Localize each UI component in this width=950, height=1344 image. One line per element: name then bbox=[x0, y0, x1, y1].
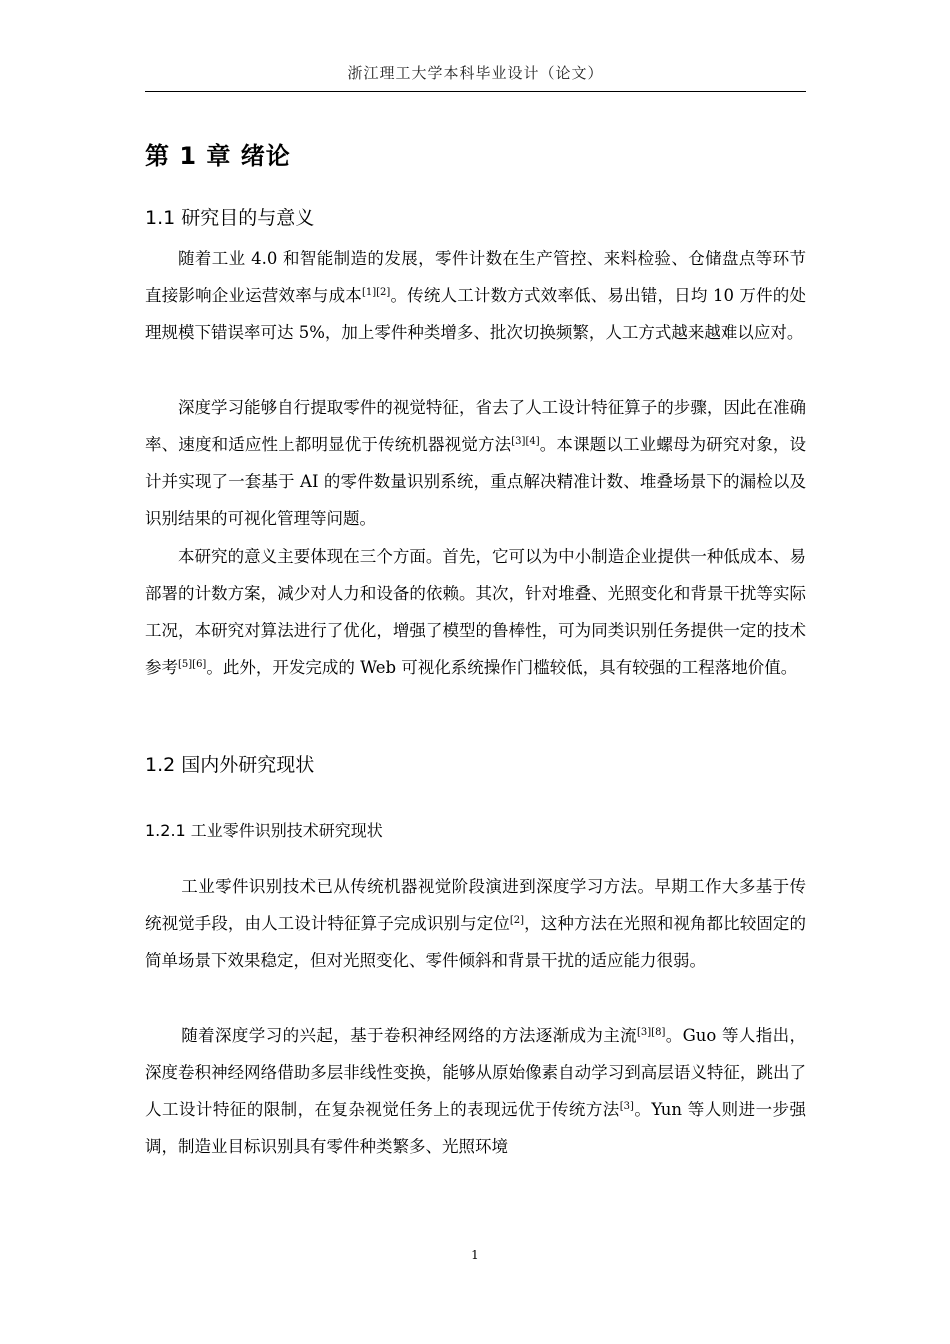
paragraph-text: 工业零件识别技术已从传统机器视觉阶段演进到深度学习方法。早期工作大多基于传统视觉手段，由人工设计特征算子完成识别与定位 bbox=[145, 877, 806, 933]
citation: [3] bbox=[619, 1101, 634, 1112]
page-number: 1 bbox=[471, 1248, 479, 1262]
paragraph bbox=[145, 1017, 806, 1165]
chapter-title: 第 1 章 绪论 bbox=[145, 142, 291, 170]
paragraph bbox=[145, 389, 806, 537]
paragraph-text: 深度学习能够自行提取零件的视觉特征，省去了人工设计特征算子的步骤，因此在准确率、速度和适应性上都明显优于传统机器视觉方法 bbox=[145, 398, 806, 454]
paragraph-text: 。传统人工计数方式效率低、易出错，日均 10 万件的处理规模下错误率可达 5%，加上零件种类增多、批次切换频繁，人工方式越来越难以应对。 bbox=[145, 286, 806, 342]
section-title-1-2: 1.2 国内外研究现状 bbox=[145, 754, 315, 776]
section-title-1-1: 1.1 研究目的与意义 bbox=[145, 207, 315, 229]
paragraph-text: 本研究的意义主要体现在三个方面。首先，它可以为中小制造企业提供一种低成本、易部署的计数方案，减少对人力和设备的依赖。其次，针对堆叠、光照变化和背景干扰等实际工况，本研究对算法进行了优化，增强了模型的鲁棒性，可为同类识别任务提供一定的技术参考 bbox=[145, 547, 806, 677]
citation: [3][8] bbox=[637, 1027, 666, 1038]
paragraph bbox=[145, 868, 806, 979]
citation: [1][2] bbox=[361, 287, 391, 298]
paragraph-text: 。Guo 等人指出，深度卷积神经网络借助多层非线性变换，能够从原始像素自动学习到高层语义特征，跳出了人工设计特征的限制，在复杂视觉任务上的表现远优于传统方法 bbox=[145, 1026, 806, 1119]
paragraph bbox=[145, 240, 806, 351]
citation: [2] bbox=[509, 915, 525, 926]
paragraph-text: ，这种方法在光照和视角都比较固定的简单场景下效果稳定，但对光照变化、零件倾斜和背景干扰的适应能力很弱。 bbox=[145, 914, 807, 970]
paragraph bbox=[145, 538, 806, 686]
citation: [3][4] bbox=[511, 436, 540, 447]
paragraph-text: 随着深度学习的兴起，基于卷积神经网络的方法逐渐成为主流 bbox=[181, 1026, 638, 1045]
paragraph-text: 。本课题以工业螺母为研究对象，设计并实现了一套基于 AI 的零件数量识别系统，重点解决精准计数、堆叠场景下的漏检以及识别结果的可视化管理等问题。 bbox=[145, 435, 807, 528]
paragraph-text: 。Yun 等人则进一步强调，制造业目标识别具有零件种类繁多、光照环境 bbox=[145, 1100, 806, 1156]
paragraph-text: 。此外，开发完成的 Web 可视化系统操作门槛较低，具有较强的工程落地价值。 bbox=[206, 658, 798, 677]
paragraph-text: 随着工业 4.0 和智能制造的发展，零件计数在生产管控、来料检验、仓储盘点等环节直接影响企业运营效率与成本 bbox=[145, 249, 806, 305]
page-header: 浙江理工大学本科毕业设计（论文） bbox=[347, 64, 604, 82]
subsection-title-1-2-1: 1.2.1 工业零件识别技术研究现状 bbox=[145, 821, 383, 840]
header-rule bbox=[145, 91, 806, 92]
citation: [5][6] bbox=[178, 659, 207, 670]
